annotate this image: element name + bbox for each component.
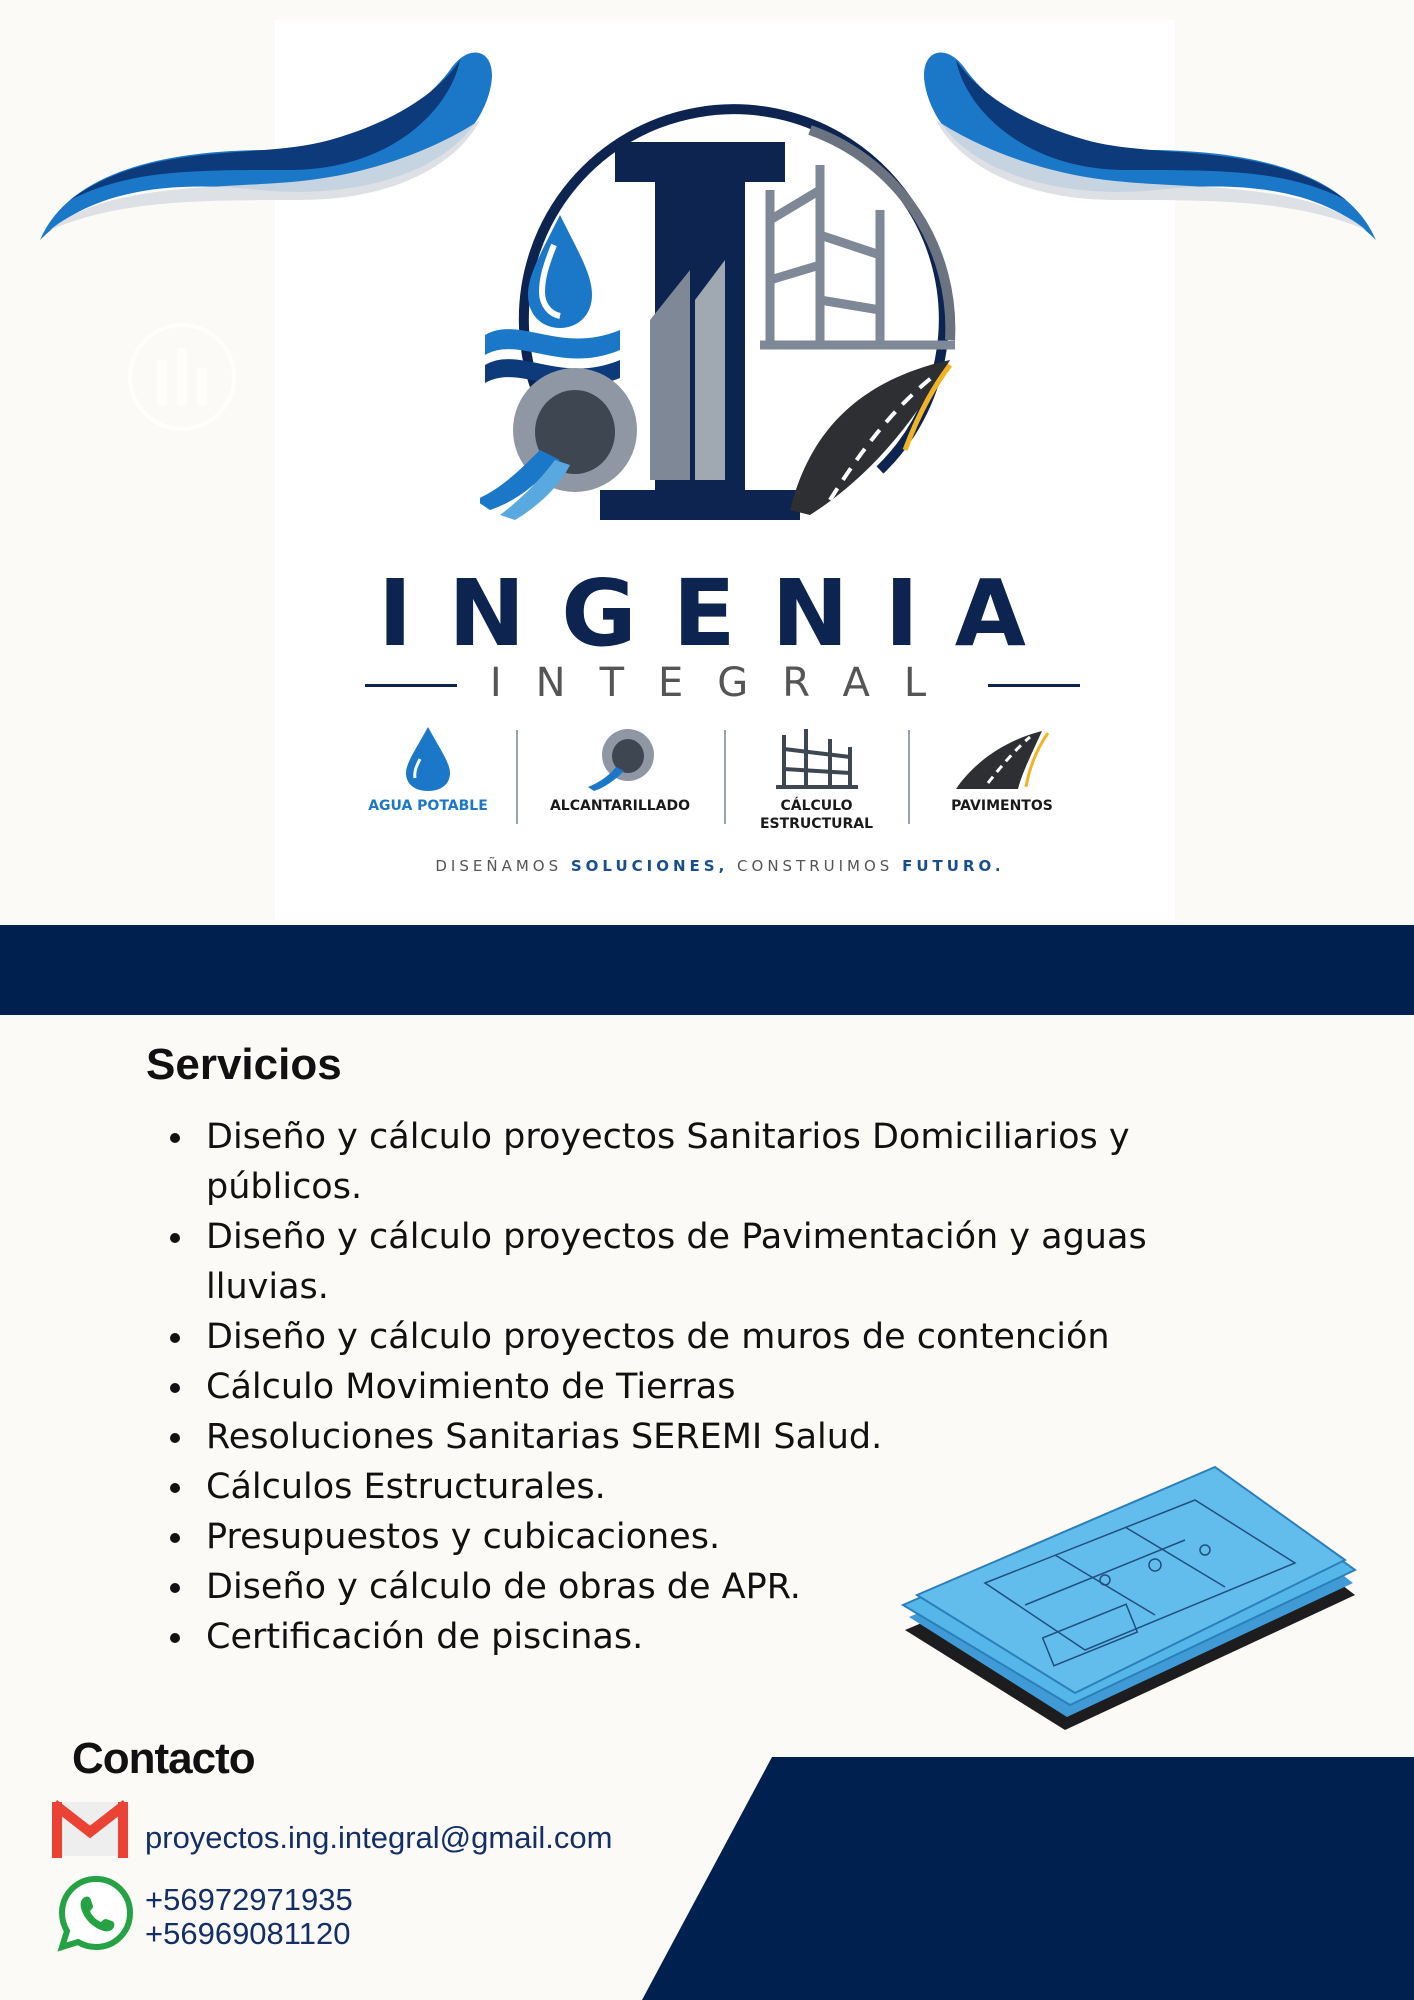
service-item: Cálculos Estructurales. [170, 1462, 1160, 1512]
service-item: Cálculo Movimiento de Tierras [170, 1362, 1160, 1412]
company-emblem [480, 70, 960, 550]
brand-subtitle-row [365, 660, 1080, 710]
pipe-icon [580, 725, 660, 793]
service-icon-label: PAVIMENTOS [951, 798, 1053, 814]
navy-band [0, 925, 1414, 1015]
slogan-part: DISEÑAMOS [435, 857, 571, 875]
service-item: Presupuestos y cubicaciones. [170, 1512, 1160, 1562]
service-icon-label: ESTRUCTURAL [759, 816, 874, 832]
service-item: Diseño y cálculo proyectos Sanitarios Domiciliarios y públicos. [170, 1112, 1160, 1212]
slogan-highlight: FUTURO. [902, 857, 1005, 875]
contact-heading: Contacto [72, 1734, 255, 1783]
slogan-part: CONSTRUIMOS [728, 857, 903, 875]
subtitle-line-left [365, 684, 457, 687]
left-wave-decoration [30, 30, 550, 260]
services-heading: Servicios [146, 1040, 342, 1089]
phone-link-1[interactable]: +56972971935 [145, 1882, 353, 1917]
slogan [300, 857, 1140, 875]
blueprint-illustration [895, 1455, 1365, 1730]
service-item: Diseño y cálculo proyectos de muros de contención [170, 1312, 1160, 1362]
icon-divider [724, 730, 726, 824]
service-item: Diseño y cálculo proyectos de Pavimentación y aguas lluvias. [170, 1212, 1160, 1312]
road-icon [952, 725, 1052, 793]
water-drop-icon [402, 725, 454, 793]
icon-divider [908, 730, 910, 824]
gmail-icon [52, 1800, 128, 1858]
brand-name: INGENIA [377, 560, 1062, 667]
watermark-icon [125, 320, 240, 435]
brand-subtitle: INTEGRAL [489, 660, 961, 706]
service-icon-calculo-estructural [744, 725, 889, 833]
service-icon-label: AGUA POTABLE [368, 798, 488, 814]
service-icon-pavimentos [932, 725, 1072, 815]
service-icon-label: CÁLCULO [780, 798, 853, 814]
service-item: Diseño y cálculo de obras de APR. [170, 1562, 1160, 1612]
subtitle-line-right [988, 684, 1080, 687]
service-icon-alcantarillado [540, 725, 700, 815]
slogan-highlight: SOLUCIONES, [570, 857, 729, 875]
structure-icon [774, 725, 860, 793]
service-item: Resoluciones Sanitarias SEREMI Salud. [170, 1412, 1160, 1462]
service-icon-label: ALCANTARILLADO [549, 798, 691, 814]
service-item: Certificación de piscinas. [170, 1612, 1160, 1662]
whatsapp-icon [56, 1873, 136, 1953]
phone-link-2[interactable]: +56969081120 [145, 1916, 351, 1951]
icon-divider [516, 730, 518, 824]
service-icon-agua-potable [358, 725, 498, 815]
email-link[interactable]: proyectos.ing.integral@gmail.com [145, 1820, 613, 1855]
